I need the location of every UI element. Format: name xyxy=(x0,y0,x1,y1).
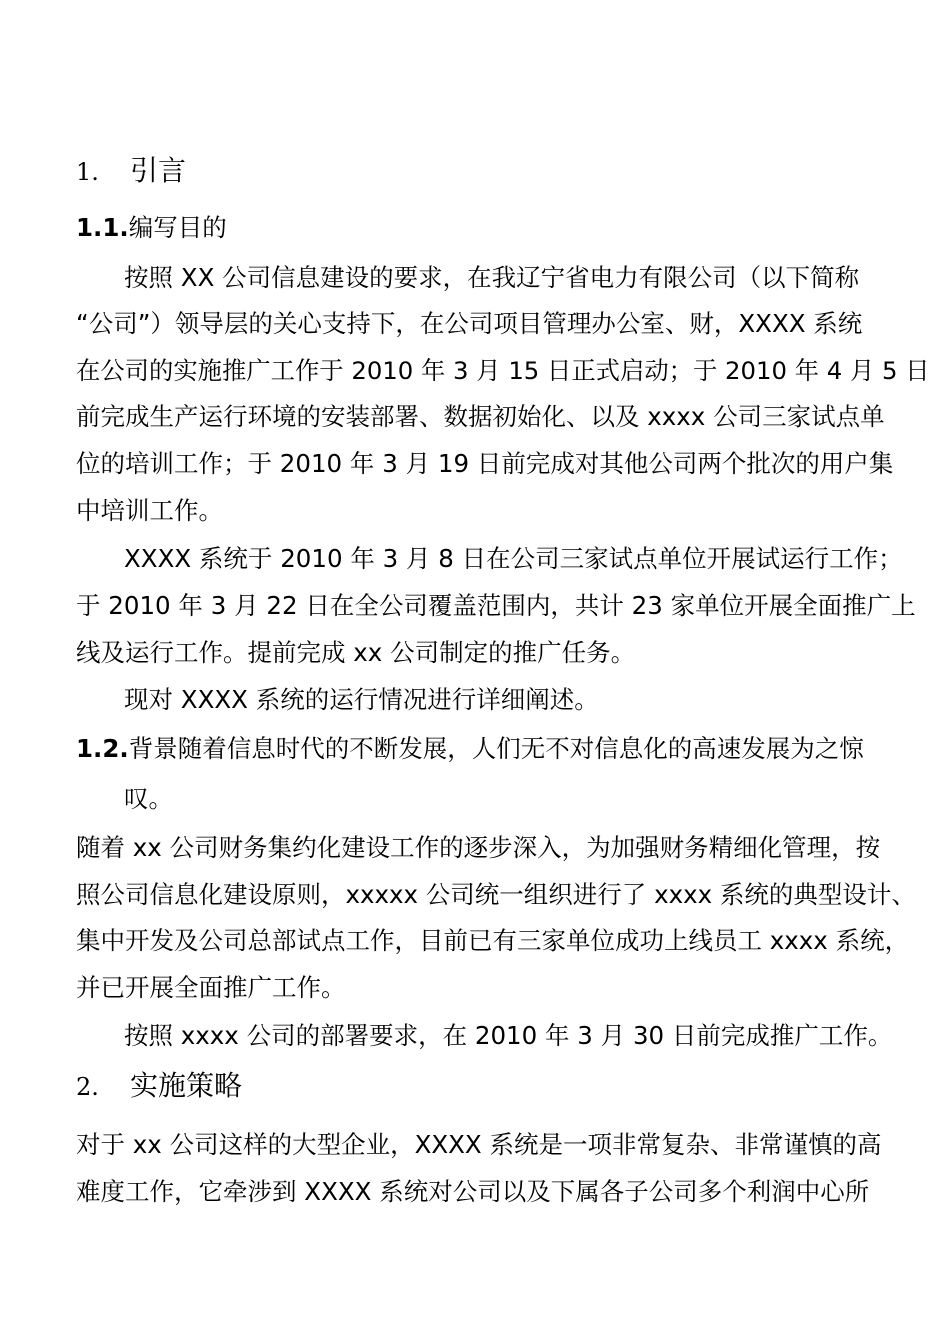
section-number: 1. xyxy=(76,158,99,186)
paragraph-line: 对于 xx 公司这样的大型企业，XXXX 系统是一项非常复杂、非常谨慎的高 xyxy=(76,1130,882,1159)
paragraph-line: 并已开展全面推广工作。 xyxy=(76,973,346,1002)
paragraph-line: 中培训工作。 xyxy=(76,496,223,525)
paragraph-line: 现对 XXXX 系统的运行情况进行详细阐述。 xyxy=(124,685,599,714)
section-title: 引言 xyxy=(130,154,187,187)
subsection-heading xyxy=(76,213,227,242)
subsection-heading xyxy=(76,734,864,763)
subsection-title-continuation: 叹。 xyxy=(124,784,173,813)
paragraph-line: 照公司信息化建设原则，xxxxx 公司统一组织进行了 xxxx 系统的典型设计、 xyxy=(76,880,916,909)
paragraph-line: 线及运行工作。提前完成 xx 公司制定的推广任务。 xyxy=(76,638,636,667)
section-number: 2. xyxy=(76,1073,99,1101)
paragraph-line: XXXX 系统于 2010 年 3 月 8 日在公司三家试点单位开展试运行工作； xyxy=(124,544,903,573)
paragraph-line: 集中开发及公司总部试点工作，目前已有三家单位成功上线员工 xxxx 系统， xyxy=(76,926,910,955)
paragraph-line: 位的培训工作；于 2010 年 3 月 19 日前完成对其他公司两个批次的用户集 xyxy=(76,449,894,478)
paragraph-line: 于 2010 年 3 月 22 日在全公司覆盖范围内，共计 23 家单位开展全面推广上 xyxy=(76,591,916,620)
paragraph-line: 按照 XX 公司信息建设的要求，在我辽宁省电力有限公司（以下简称 xyxy=(124,263,860,292)
paragraph-line: 按照 xxxx 公司的部署要求，在 2010 年 3 月 30 日前完成推广工作。 xyxy=(124,1021,893,1050)
paragraph-line: 随着 xx 公司财务集约化建设工作的逐步深入，为加强财务精细化管理，按 xyxy=(76,833,881,862)
section-title: 实施策略 xyxy=(130,1069,243,1102)
section-heading xyxy=(76,154,187,187)
subsection-title: 编写目的 xyxy=(128,213,227,242)
paragraph-line: 在公司的实施推广工作于 2010 年 3 月 15 日正式启动；于 2010 年 4 月 5 日 xyxy=(76,356,930,385)
subsection-number: 1.1. xyxy=(76,213,129,242)
section-heading xyxy=(76,1069,243,1102)
paragraph-line: “公司”）领导层的关心支持下，在公司项目管理办公室、财，XXXX 系统 xyxy=(76,309,863,338)
subsection-title: 背景随着信息时代的不断发展，人们无不对信息化的高速发展为之惊 xyxy=(128,734,864,763)
subsection-number: 1.2. xyxy=(76,734,129,763)
paragraph-line: 前完成生产运行环境的安装部署、数据初始化、以及 xxxx 公司三家试点单 xyxy=(76,402,885,431)
paragraph-line: 难度工作，它牵涉到 XXXX 系统对公司以及下属各子公司多个利润中心所 xyxy=(76,1177,870,1206)
